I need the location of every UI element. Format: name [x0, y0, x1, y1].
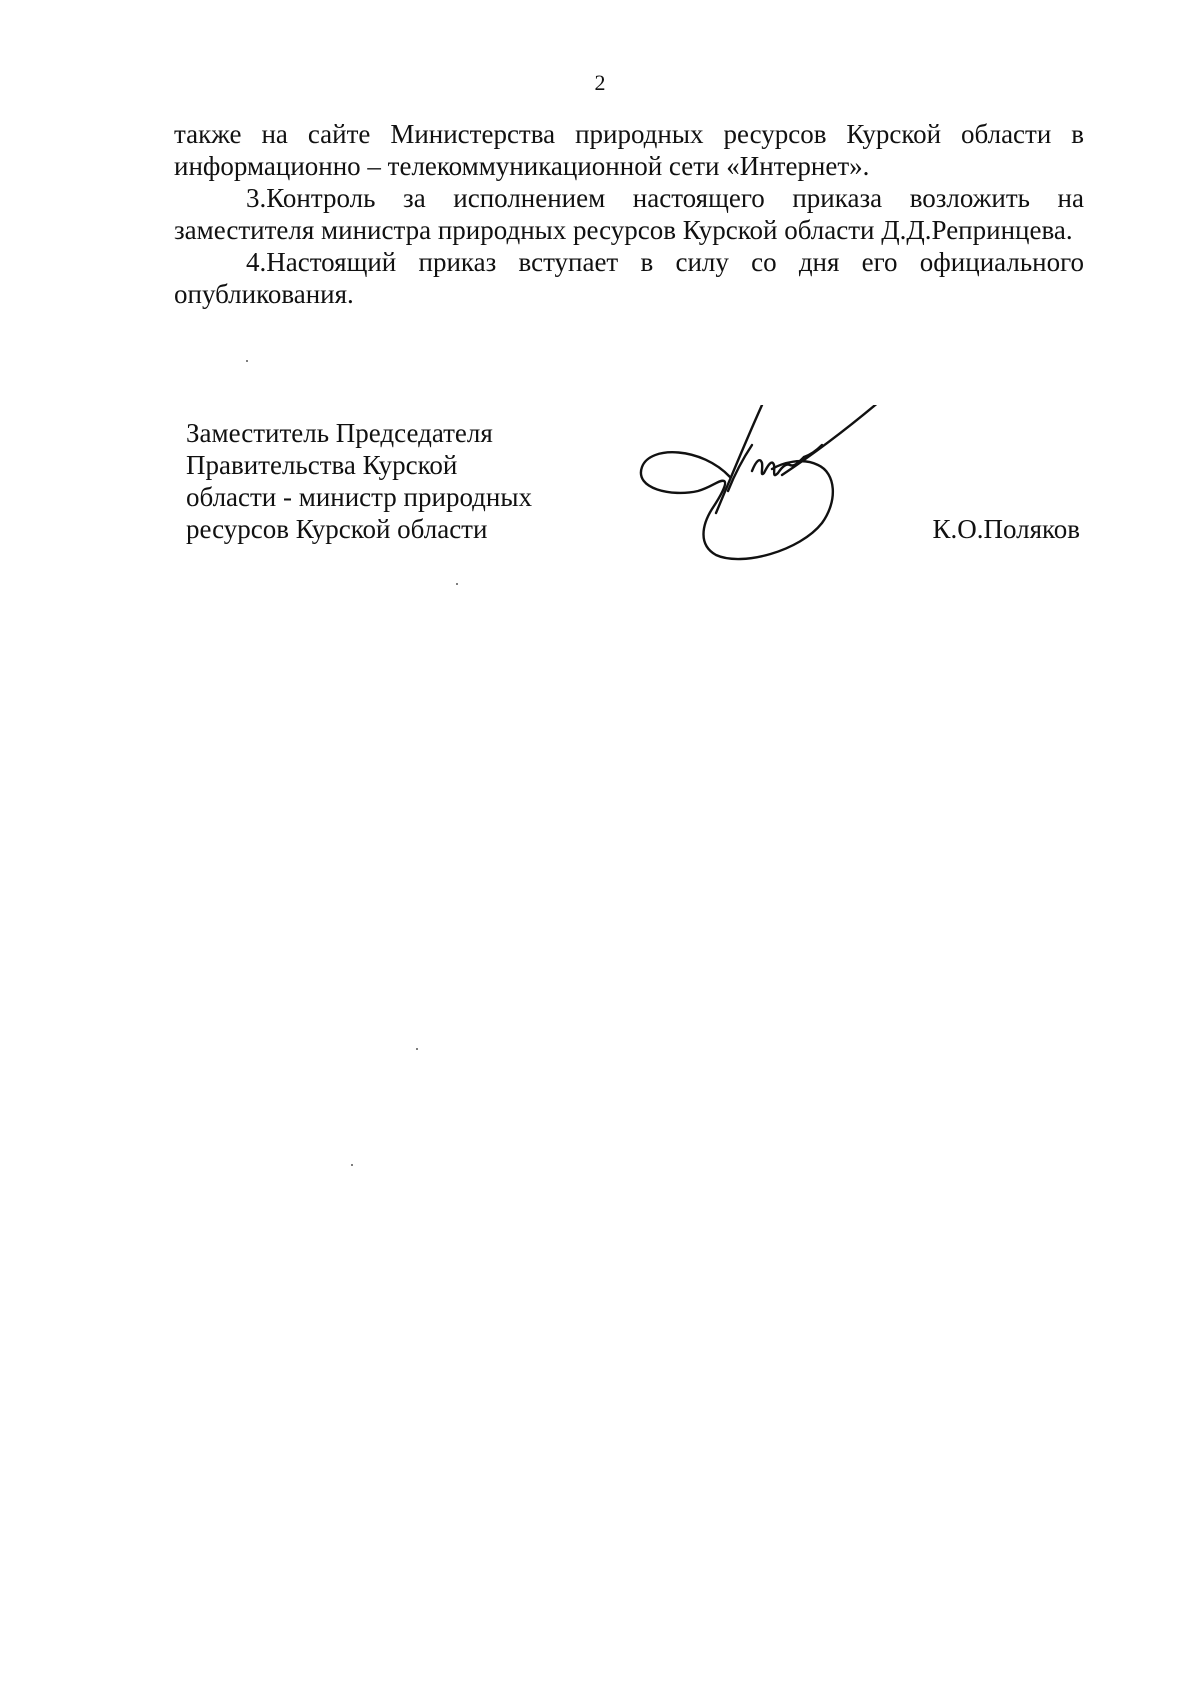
scan-speck [246, 360, 248, 362]
signatory-position-line: Заместитель Председателя [186, 418, 493, 448]
scan-speck [351, 1164, 353, 1166]
signatory-position-line: области - министр природных [186, 482, 532, 512]
page-number: 2 [594, 70, 606, 95]
paragraph-continuation: также на сайте Министерства природных ресурсов Курской области в информационно – телекоммуникационной сети «Интернет». [174, 119, 1084, 181]
signatory-name: К.О.Поляков [932, 514, 1080, 544]
scan-speck [416, 1048, 418, 1050]
signatory-position [186, 417, 586, 545]
scan-speck [456, 583, 458, 585]
handwritten-signature-icon [632, 405, 912, 565]
signatory-position-line: ресурсов Курской области [186, 514, 488, 544]
signatory-position-line: Правительства Курской [186, 450, 458, 480]
document-body [174, 118, 1084, 310]
paragraph-effective-date-clause: 4.Настоящий приказ вступает в силу со дня его официального опубликования. [174, 247, 1084, 309]
paragraph-control-clause: 3.Контроль за исполнением настоящего приказа возложить на заместителя министра природных ресурсов Курской области Д.Д.Репринцева. [174, 183, 1084, 245]
